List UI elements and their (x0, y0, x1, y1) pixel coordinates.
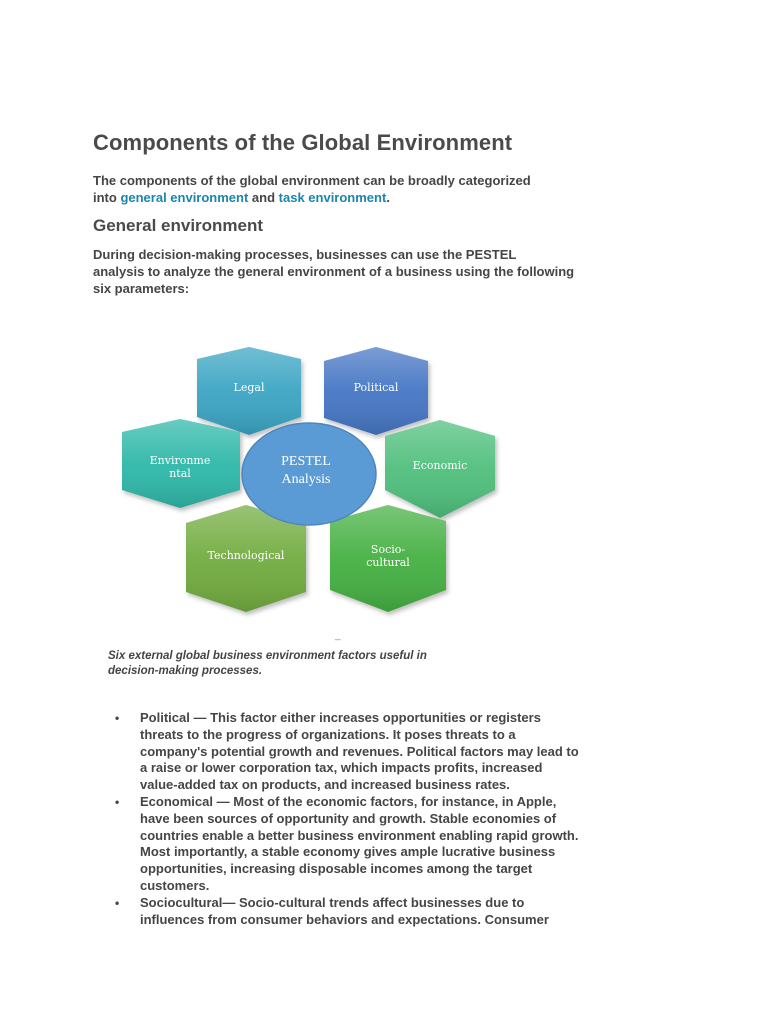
caption-line-1: Six external global business environment factors useful in (108, 650, 427, 662)
figure-separator: _ (335, 630, 341, 641)
pestel-center-line-2: Analysis (281, 472, 331, 487)
political-line-2: threats to the progress of organizations. It poses threats to a (140, 726, 516, 742)
bullet-icon: • (115, 711, 120, 725)
list-item (112, 710, 672, 794)
political-line-4: a raise or lower corporation tax, which impacts profits, increased (140, 760, 543, 776)
intro-into: into (93, 190, 121, 205)
pestel-paragraph (93, 246, 693, 297)
pestel-paragraph-line-3: six parameters: (93, 281, 190, 296)
political-label: Political (353, 381, 399, 394)
section-heading: General environment (93, 216, 264, 235)
economical-line-2: have been sources of opportunity and growth. Stable economies of (140, 810, 557, 826)
pestel-paragraph-line-2: analysis to analyze the general environment of a business using the following (93, 264, 575, 279)
list-item (112, 895, 672, 929)
economic-hexagon (385, 420, 495, 518)
political-line-3: company's potential growth and revenues. Political factors may lead to (140, 743, 579, 759)
legal-label: Legal (233, 381, 265, 394)
intro-paragraph (93, 172, 693, 206)
bullet-icon: • (115, 794, 120, 809)
political-hexagon (324, 347, 428, 435)
sociocultural-label-line-1: Socio- (370, 543, 406, 556)
sociocultural-line-2: influences from consumer behaviors and expectations. Consumer (140, 911, 549, 927)
caption-line-2: decision-making processes. (108, 665, 263, 677)
economic-label: Economic (412, 459, 468, 472)
economical-line-1: Economical — Most of the economic factors, for instance, in Apple, (140, 793, 557, 809)
legal-hexagon (197, 347, 301, 435)
pestel-center-line-1: PESTEL (281, 454, 331, 469)
economical-line-4: Most importantly, a stable economy gives ample lucrative business (140, 844, 556, 860)
environmental-hexagon (122, 419, 240, 508)
task-environment-link[interactable]: task environment (278, 190, 387, 205)
page-title: Components of the Global Environment (93, 130, 513, 155)
pestel-center (242, 423, 376, 525)
intro-and: and (248, 190, 279, 205)
environmental-label-line-1: Environme (149, 454, 211, 467)
economical-line-3: countries enable a better business environment enabling rapid growth. (140, 827, 579, 843)
intro-period: . (386, 190, 390, 205)
bullet-icon: • (115, 895, 120, 910)
figure-caption (108, 649, 508, 679)
economical-line-6: customers. (140, 877, 210, 893)
sociocultural-label-line-2: cultural (366, 556, 410, 569)
economical-line-5: opportunities, increasing disposable incomes among the target (140, 861, 533, 877)
political-line-5: value-added tax on products, and increased business rates. (140, 777, 510, 793)
general-environment-link[interactable]: general environment (120, 190, 249, 205)
pestel-diagram (118, 340, 508, 625)
technological-label: Technological (207, 549, 285, 562)
list-item (112, 794, 672, 895)
intro-line-1: The components of the global environment can be broadly categorized (93, 173, 531, 188)
political-line-1: Political — This factor either increases opportunities or registers (140, 710, 541, 725)
pestel-diagram-svg (118, 340, 508, 625)
factors-list (112, 710, 672, 928)
sociocultural-hexagon (330, 505, 446, 612)
sociocultural-line-1: Sociocultural— Socio-cultural trends affect businesses due to (140, 894, 525, 910)
pestel-paragraph-line-1: During decision-making processes, businesses can use the PESTEL (93, 247, 517, 262)
environmental-label-line-2: ntal (169, 467, 191, 480)
